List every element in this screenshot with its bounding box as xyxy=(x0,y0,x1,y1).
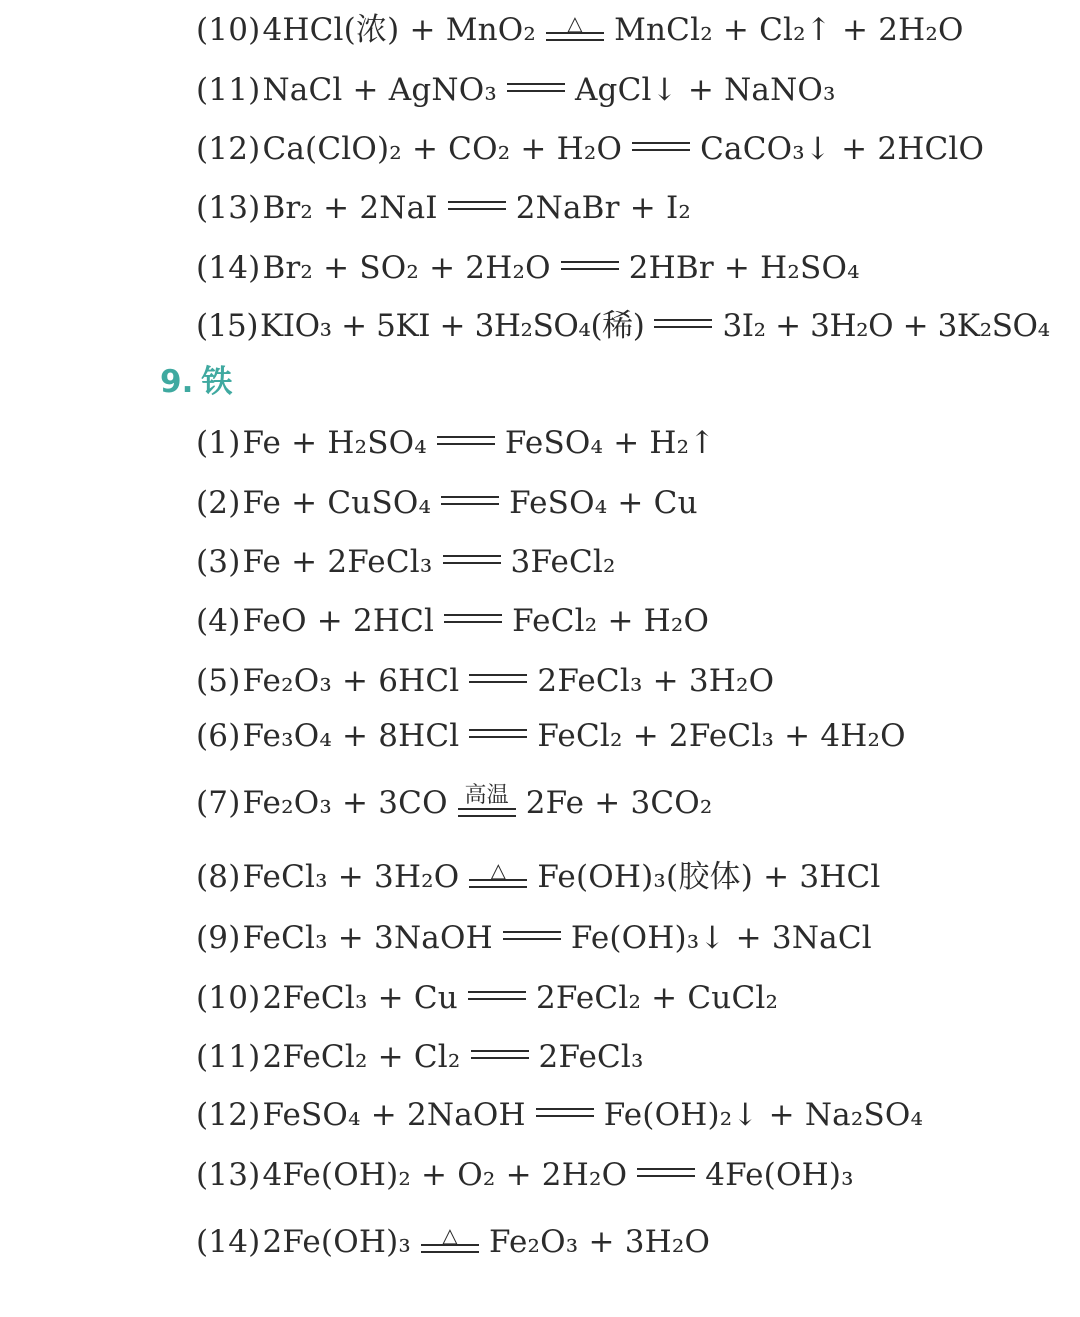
equation-products: Fe(OH)₃↓ + 3NaCl xyxy=(570,920,872,956)
reaction-sign xyxy=(546,11,604,41)
equation-row xyxy=(196,188,691,228)
equation-number: (3) xyxy=(196,544,241,580)
equation-number: (6) xyxy=(196,718,241,754)
equation-products: 4Fe(OH)₃ xyxy=(705,1157,854,1193)
double-line xyxy=(561,261,619,270)
equation-row xyxy=(196,1222,710,1262)
double-line xyxy=(437,436,495,445)
double-line xyxy=(441,496,499,505)
reaction-sign xyxy=(637,1168,695,1177)
equation-reactants: Ca(ClO)₂ + CO₂ + H₂O xyxy=(262,131,623,167)
equation-products: FeSO₄ + H₂↑ xyxy=(504,425,716,461)
equation-products: 2Fe + 3CO₂ xyxy=(525,785,713,821)
equation-number: (12) xyxy=(196,1097,261,1133)
reaction-sign xyxy=(458,784,516,817)
reaction-condition: 高温 xyxy=(464,783,509,808)
equation-products: 2FeCl₃ + 3H₂O xyxy=(537,663,775,699)
equation-number: (15) xyxy=(196,308,259,344)
equation-number: (4) xyxy=(196,603,241,639)
equation-row xyxy=(196,1095,923,1135)
equation-number: (13) xyxy=(196,1157,261,1193)
equation-row xyxy=(196,978,778,1018)
double-line xyxy=(469,729,527,738)
equation-row xyxy=(196,661,774,701)
equation-reactants: Fe + 2FeCl₃ xyxy=(242,544,433,580)
equation-products: MnCl₂ + Cl₂↑ + 2H₂O xyxy=(614,12,964,48)
section-heading xyxy=(160,362,232,402)
equation-reactants: FeSO₄ + 2NaOH xyxy=(262,1097,526,1133)
equation-reactants: 4HCl(浓) + MnO₂ xyxy=(262,12,537,48)
equation-reactants: 2Fe(OH)₃ xyxy=(262,1224,411,1260)
equation-reactants: Fe + H₂SO₄ xyxy=(242,425,427,461)
equation-products: 2HBr + H₂SO₄ xyxy=(628,250,860,286)
equation-row xyxy=(196,483,698,523)
equation-products: FeSO₄ + Cu xyxy=(509,485,698,521)
equation-row xyxy=(196,716,906,756)
equation-reactants: FeO + 2HCl xyxy=(242,603,435,639)
double-line xyxy=(632,142,690,151)
equation-reactants: FeCl₃ + 3NaOH xyxy=(242,920,493,956)
equation-products: FeCl₂ + H₂O xyxy=(512,603,710,639)
double-line xyxy=(421,1244,479,1253)
equation-products: Fe(OH)₃(胶体) + 3HCl xyxy=(537,859,881,895)
equation-reactants: Fe + CuSO₄ xyxy=(242,485,432,521)
double-line xyxy=(471,1050,529,1059)
reaction-sign xyxy=(654,319,712,328)
equation-reactants: FeCl₃ + 3H₂O xyxy=(242,859,460,895)
equation-reactants: KIO₃ + 5KI + 3H₂SO₄(稀) xyxy=(260,308,645,344)
reaction-sign xyxy=(421,1223,479,1253)
equation-products: Fe₂O₃ + 3H₂O xyxy=(489,1224,711,1260)
reaction-sign xyxy=(469,729,527,738)
equation-row xyxy=(196,306,1050,346)
double-line xyxy=(448,201,506,210)
double-line xyxy=(546,32,604,41)
equation-products: 2FeCl₂ + CuCl₂ xyxy=(535,980,779,1016)
equation-number: (11) xyxy=(196,1039,261,1075)
reaction-condition: △ xyxy=(567,11,583,35)
double-line xyxy=(654,319,712,328)
section-title: 铁 xyxy=(201,364,233,400)
equation-number: (5) xyxy=(196,663,241,699)
double-line xyxy=(469,879,527,888)
reaction-sign xyxy=(503,931,561,940)
equation-reactants: Br₂ + SO₂ + 2H₂O xyxy=(262,250,551,286)
equation-row xyxy=(196,1155,854,1195)
equation-reactants: Fe₂O₃ + 6HCl xyxy=(242,663,460,699)
equation-row xyxy=(196,10,964,50)
reaction-sign xyxy=(507,83,565,92)
equation-row xyxy=(196,248,860,288)
reaction-sign xyxy=(448,201,506,210)
equation-row xyxy=(196,857,881,897)
equation-reactants: Fe₂O₃ + 3CO xyxy=(242,785,448,821)
equation-number: (11) xyxy=(196,72,261,108)
equation-number: (13) xyxy=(196,190,261,226)
double-line xyxy=(458,808,516,817)
equation-products: 3FeCl₂ xyxy=(510,544,616,580)
equation-number: (10) xyxy=(196,980,261,1016)
equation-number: (12) xyxy=(196,131,261,167)
equation-row xyxy=(196,129,984,169)
equation-number: (2) xyxy=(196,485,241,521)
double-line xyxy=(468,991,526,1000)
equation-number: (7) xyxy=(196,785,241,821)
reaction-condition: △ xyxy=(442,1223,458,1247)
reaction-sign xyxy=(441,496,499,505)
equation-products: 2NaBr + I₂ xyxy=(515,190,692,226)
double-line xyxy=(469,674,527,683)
reaction-sign xyxy=(469,858,527,888)
equation-products: CaCO₃↓ + 2HClO xyxy=(700,131,985,167)
equation-products: 2FeCl₃ xyxy=(538,1039,644,1075)
equation-row xyxy=(196,542,616,582)
equation-products: FeCl₂ + 2FeCl₃ + 4H₂O xyxy=(537,718,906,754)
reaction-sign xyxy=(632,142,690,151)
equation-products: Fe(OH)₂↓ + Na₂SO₄ xyxy=(603,1097,924,1133)
equation-row xyxy=(196,423,715,463)
equation-number: (1) xyxy=(196,425,241,461)
double-line xyxy=(444,614,502,623)
double-line xyxy=(503,931,561,940)
double-line xyxy=(637,1168,695,1177)
equation-reactants: 2FeCl₂ + Cl₂ xyxy=(262,1039,461,1075)
equation-row xyxy=(196,783,713,823)
double-line xyxy=(443,555,501,564)
reaction-sign xyxy=(469,674,527,683)
equation-row xyxy=(196,1037,644,1077)
reaction-sign xyxy=(536,1108,594,1117)
equation-products: 3I₂ + 3H₂O + 3K₂SO₄ xyxy=(722,308,1050,344)
equation-number: (14) xyxy=(196,1224,261,1260)
equation-reactants: 2FeCl₃ + Cu xyxy=(262,980,458,1016)
reaction-sign xyxy=(561,261,619,270)
equation-reactants: Br₂ + 2NaI xyxy=(262,190,438,226)
reaction-sign xyxy=(468,991,526,1000)
reaction-sign xyxy=(444,614,502,623)
section-number: 9. xyxy=(160,364,194,400)
equation-reactants: NaCl + AgNO₃ xyxy=(262,72,497,108)
double-line xyxy=(507,83,565,92)
equation-reactants: Fe₃O₄ + 8HCl xyxy=(242,718,460,754)
reaction-sign xyxy=(437,436,495,445)
equation-number: (14) xyxy=(196,250,261,286)
equation-products: AgCl↓ + NaNO₃ xyxy=(574,72,836,108)
reaction-sign xyxy=(443,555,501,564)
equation-row xyxy=(196,70,836,110)
equation-number: (10) xyxy=(196,12,261,48)
equation-reactants: 4Fe(OH)₂ + O₂ + 2H₂O xyxy=(262,1157,628,1193)
equation-row xyxy=(196,918,872,958)
reaction-condition: △ xyxy=(490,858,507,882)
reaction-sign xyxy=(471,1050,529,1059)
double-line xyxy=(536,1108,594,1117)
equation-row xyxy=(196,601,709,641)
equation-number: (9) xyxy=(196,920,241,956)
equation-number: (8) xyxy=(196,859,241,895)
